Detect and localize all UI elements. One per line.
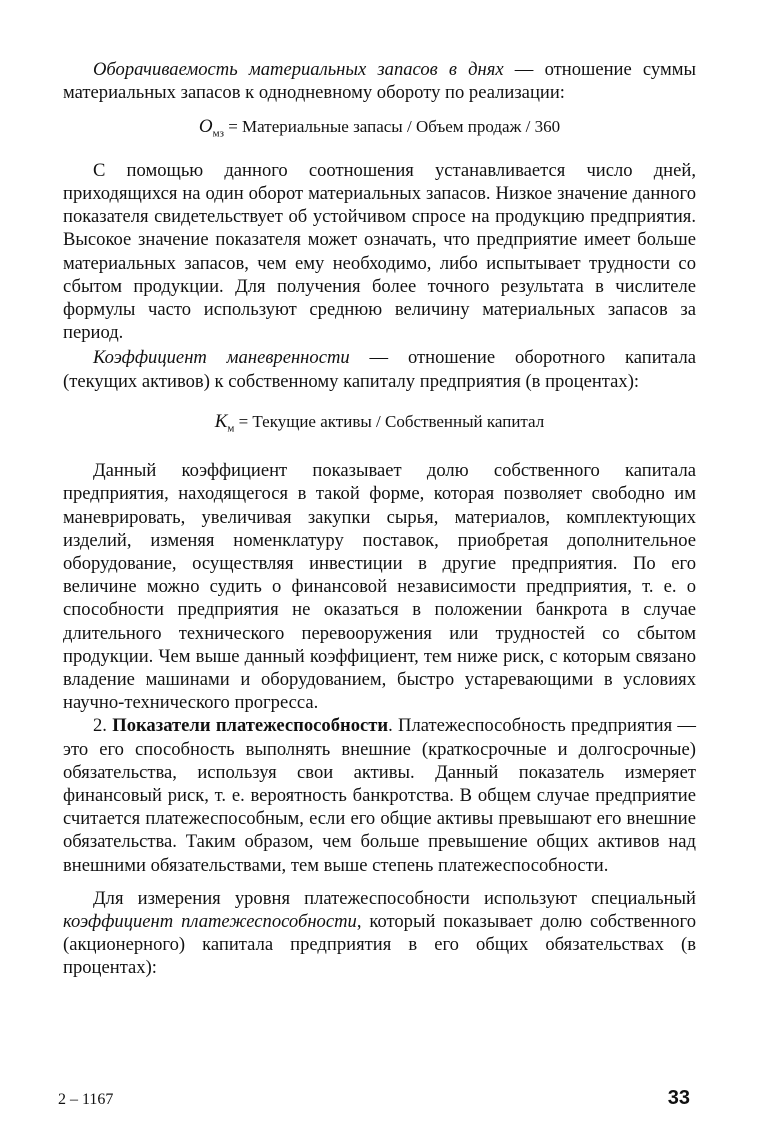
paragraph-text: Для измерения уровня платежеспособности используют специальный bbox=[93, 887, 696, 909]
paragraph-text: — отношение оборотного капитала (текущих активов) к собственному капиталу предприятия (в процентах): bbox=[63, 347, 696, 392]
page-number: 33 bbox=[667, 1087, 690, 1109]
paragraph-turnover-explanation: С помощью данного соотношения устанавливается число дней, приходящихся на один оборот материальных запасов. Низкое значение данного показателя свидетельствует об устойчивом спросе на продукцию предприятия. Высокое значение показателя может означать, что предприятие имеет больше материальных запасов, чем ему необходимо, либо испытывает трудности со сбытом продукции. Для получения более точного результата в числителе формулы часто используют среднюю величину материальных запасов за период. bbox=[63, 159, 696, 344]
paragraph-text: — отношение суммы материальных запасов к однодневному обороту по реализации: bbox=[63, 59, 696, 104]
formula-subscript: м bbox=[227, 422, 235, 435]
term-maneuverability: Коэффициент маневренности bbox=[93, 347, 350, 369]
formula-maneuverability bbox=[63, 411, 696, 439]
section-number: 2. bbox=[93, 715, 113, 737]
paragraph-text: . Платежеспособность предприятия — это его способность выполнять внешние (краткосрочные и долгосрочные) обязательства, используя свои активы. Данный показатель измеряет финансовый риск, т. е. вероятность банкротства. В общем случае предприятие считается платежеспособным, если его общие активы превышают его внешние обязательства. Таким образом, чем больше превышение общих активов над внешними обязательствами, тем выше степень платежеспособности. bbox=[63, 715, 697, 876]
paragraph-maneuverability-explanation: Данный коэффициент показывает долю собственного капитала предприятия, находящегося в такой форме, которая позволяет свободно им маневрировать, увеличивая закупки сырья, материалов, комплектующих изделий, изменяя номенклатуру поставок, приобретая дополнительное оборудование, осуществляя инвестиции в другие предприятия. По его величине можно судить о финансовой независимости предприятия, т. е. о способности предприятия не оказаться в положении банкрота в случае длительного технического перевооружения или трудностей со сбытом продукции. Чем выше данный коэффициент, тем ниже риск, с которым связано владение машинами и оборудованием, быстро устаревающими в условиях научно-технического прогресса. bbox=[63, 460, 696, 714]
formula-expression: = Текущие активы / Собственный капитал bbox=[234, 411, 545, 431]
formula-subscript: мз bbox=[212, 127, 224, 140]
paragraph-maneuverability bbox=[63, 346, 696, 392]
printer-signature: 2 – 1167 bbox=[58, 1091, 114, 1108]
paragraph-solvency-ratio bbox=[63, 887, 696, 980]
paragraph-solvency bbox=[63, 714, 696, 876]
term-solvency: Показатели платежеспособности bbox=[112, 715, 389, 737]
page-footer bbox=[58, 1087, 690, 1110]
term-solvency-ratio: коэффициент платежеспособности bbox=[63, 911, 357, 933]
formula-inventory-turnover bbox=[63, 116, 696, 144]
formula-expression: = Материальные запасы / Объем продаж / 360 bbox=[223, 117, 561, 137]
formula-variable: К bbox=[214, 410, 228, 432]
formula-variable: О bbox=[198, 116, 213, 138]
term-inventory-turnover: Оборачиваемость материальных запасов в днях bbox=[93, 59, 504, 80]
paragraph-inventory-turnover bbox=[63, 58, 696, 104]
paragraph-text: , который показывает долю собственного (акционерного) капитала предприятия в его общих обязательствах (в процентах): bbox=[63, 911, 696, 979]
